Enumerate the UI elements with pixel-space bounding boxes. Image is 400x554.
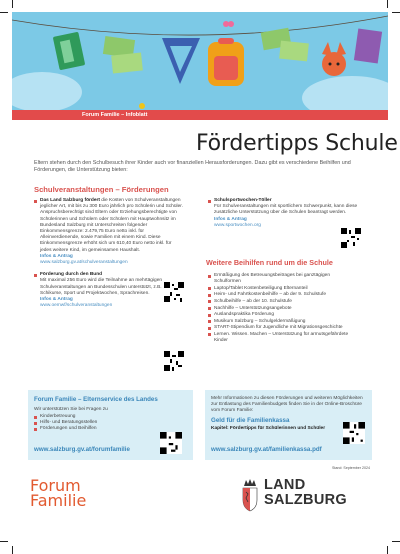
left-column xyxy=(34,198,184,313)
box-right-url[interactable]: www.salzburg.gv.at/familienkassa.pdf xyxy=(211,446,322,453)
qr-code[interactable] xyxy=(164,351,184,371)
left-block-1-bold: Das Land Salzburg fördert xyxy=(40,198,100,203)
list-item: Ermäßigung des Betreuungsbeitrages bei ganztägigen Schulformen xyxy=(208,273,358,285)
list-item: Musikum Salzburg – Schulgeldermäßigung xyxy=(208,319,358,325)
right-column-top xyxy=(208,198,358,233)
box-right-text: Mehr Informationen zu diesen Förderungen und weiteren Möglichkeiten zur Entlastung des Familienbudgets finden Sie in der Online-Broschüre vom Forum Familie: xyxy=(211,396,363,414)
left-section-heading: Schulveranstaltungen – Förderungen xyxy=(34,185,169,194)
crop-mark xyxy=(12,546,13,554)
list-item: Kinderbetreuung xyxy=(34,414,97,420)
left-block-1 xyxy=(34,198,184,266)
right-block-1-bold: Schulsportwochen-Töller xyxy=(214,198,272,203)
forum-familie-logo xyxy=(30,478,86,508)
right-block-1-url[interactable]: www.sportwochen.org xyxy=(214,222,261,228)
left-block-2-url[interactable]: www.oemwf/schulveranstaltungen xyxy=(40,303,113,309)
list-item: Lernen. Wissen. Machen – Unterstützung für armutsgefährdete Kinder xyxy=(208,332,358,344)
crop-mark xyxy=(0,12,8,13)
left-block-2-bold: Förderung durch den Bund xyxy=(40,272,103,278)
qr-code[interactable] xyxy=(343,422,365,444)
list-item: Förderungen und Beihilfen xyxy=(34,426,97,432)
land-logo-line1: LAND xyxy=(264,477,306,493)
right-block-1-text: Für Schulveranstaltungen mit sportlichem Schwerpunkt, kann diese zusätzliche Unterstützung über die Schulen beantragt werden. xyxy=(214,204,358,216)
hero-illustration xyxy=(12,12,388,120)
list-item: Laptop/Tablet Kostenbeteiligung Elternanteil xyxy=(208,286,358,292)
list-item: Hilfs- und Beratungsstellen xyxy=(34,420,97,426)
land-logo-line2: SALZBURG xyxy=(264,492,347,508)
right-beihilfen-list xyxy=(208,273,358,345)
box-right-subtitle: Kapitel: Fördertipps für Schülerinnen und Schüler xyxy=(211,426,326,431)
left-block-1-link-label: Infos & Antrag xyxy=(40,253,73,259)
hero-tag-right: Infoblatt xyxy=(125,112,148,118)
list-item: Nachhilfe – Unterstützungsangebote xyxy=(208,306,358,312)
box-left-url[interactable]: www.salzburg.gv.at/forumfamilie xyxy=(34,446,130,453)
left-block-1-url[interactable]: www.salzburg.gv.at/schulveranstaltungen xyxy=(40,260,128,266)
left-block-2-text: Mit maximal 256 Euro wird die Teilnahme an mehrtägigen Schulveranstaltungen an Bundesschulen unterstützt, z.B. Schikurse, Sport und Projektwochen, Sprachreisen. xyxy=(40,278,163,296)
left-block-1-text: die Kosten von Schulveranstaltungen jeglicher Art, mit bis zu 300 Euro jährlich pro Schülerin und Schüler. Anspruchsberechtigt sind Eltern oder Erziehungsberechtigte von Schülerinnen und Schülern oder Schülern mit Hauptwohnsitz im Bundesland Salzburg mit Unterschreiten folgender Einkommensgrenze: 2.479,75 Euro netto inkl. für Alleinverdienende, sowie Familien mit einem Kind. Diese Einkommensgrenze erhöht sich um 610,40 Euro netto inkl. für jedes weitere Kind, im gemeinsamen Haushalt. xyxy=(40,198,183,253)
box-left-heading: Forum Familie – Elternservice des Landes xyxy=(34,396,158,403)
clothesline-illustration xyxy=(12,12,388,120)
crop-mark xyxy=(12,0,13,8)
crop-mark xyxy=(387,0,388,8)
qr-code[interactable] xyxy=(160,432,182,454)
left-block-2-link-label: Infos & Antrag xyxy=(40,297,73,303)
qr-code[interactable] xyxy=(164,282,184,302)
list-item: Schulbeihilfe – ab der 10. Schulstufe xyxy=(208,299,358,305)
list-item: START-Stipendium für Jugendliche mit Migrationsgeschichte xyxy=(208,325,358,331)
left-block-2 xyxy=(34,272,184,309)
crop-mark xyxy=(392,541,400,542)
crop-mark xyxy=(0,541,8,542)
right-section-heading: Weitere Beihilfen rund um die Schule xyxy=(206,258,333,267)
crop-mark xyxy=(392,12,400,13)
hero-tag-separator: – xyxy=(121,112,126,118)
forum-logo-line1: Forum xyxy=(30,476,81,495)
right-block-1 xyxy=(208,198,358,229)
hero-tag xyxy=(82,110,147,120)
box-left-list xyxy=(34,414,97,433)
page-title: Fördertipps Schule xyxy=(196,131,398,156)
land-salzburg-crest-icon xyxy=(242,478,258,512)
list-item: Auslandspraktika Förderung xyxy=(208,312,358,318)
right-block-1-link-label: Infos & Antrag xyxy=(214,216,247,222)
crop-mark xyxy=(387,546,388,554)
forum-logo-line2: Familie xyxy=(30,491,87,510)
list-item: Heim- und Fahrtkostenbeihilfe – ab der 9. Schulstufe xyxy=(208,292,358,298)
box-left-text: Wir unterstützen Sie bei Fragen zu xyxy=(34,407,108,412)
land-salzburg-logo xyxy=(264,478,347,508)
hero-banner-band xyxy=(12,110,388,120)
date-stamp: Stand: September 2024 xyxy=(332,466,370,470)
hero-tag-left: Forum Familie xyxy=(82,112,120,118)
intro-text: Eltern stehen durch den Schulbesuch ihrer Kinder auch vor finanziellen Herausforderungen. Dazu gibt es verschiedene Beihilfen und Förderungen, die Unterstützung bieten: xyxy=(34,160,351,173)
box-right-heading: Geld für die Familienkassa xyxy=(211,417,290,424)
